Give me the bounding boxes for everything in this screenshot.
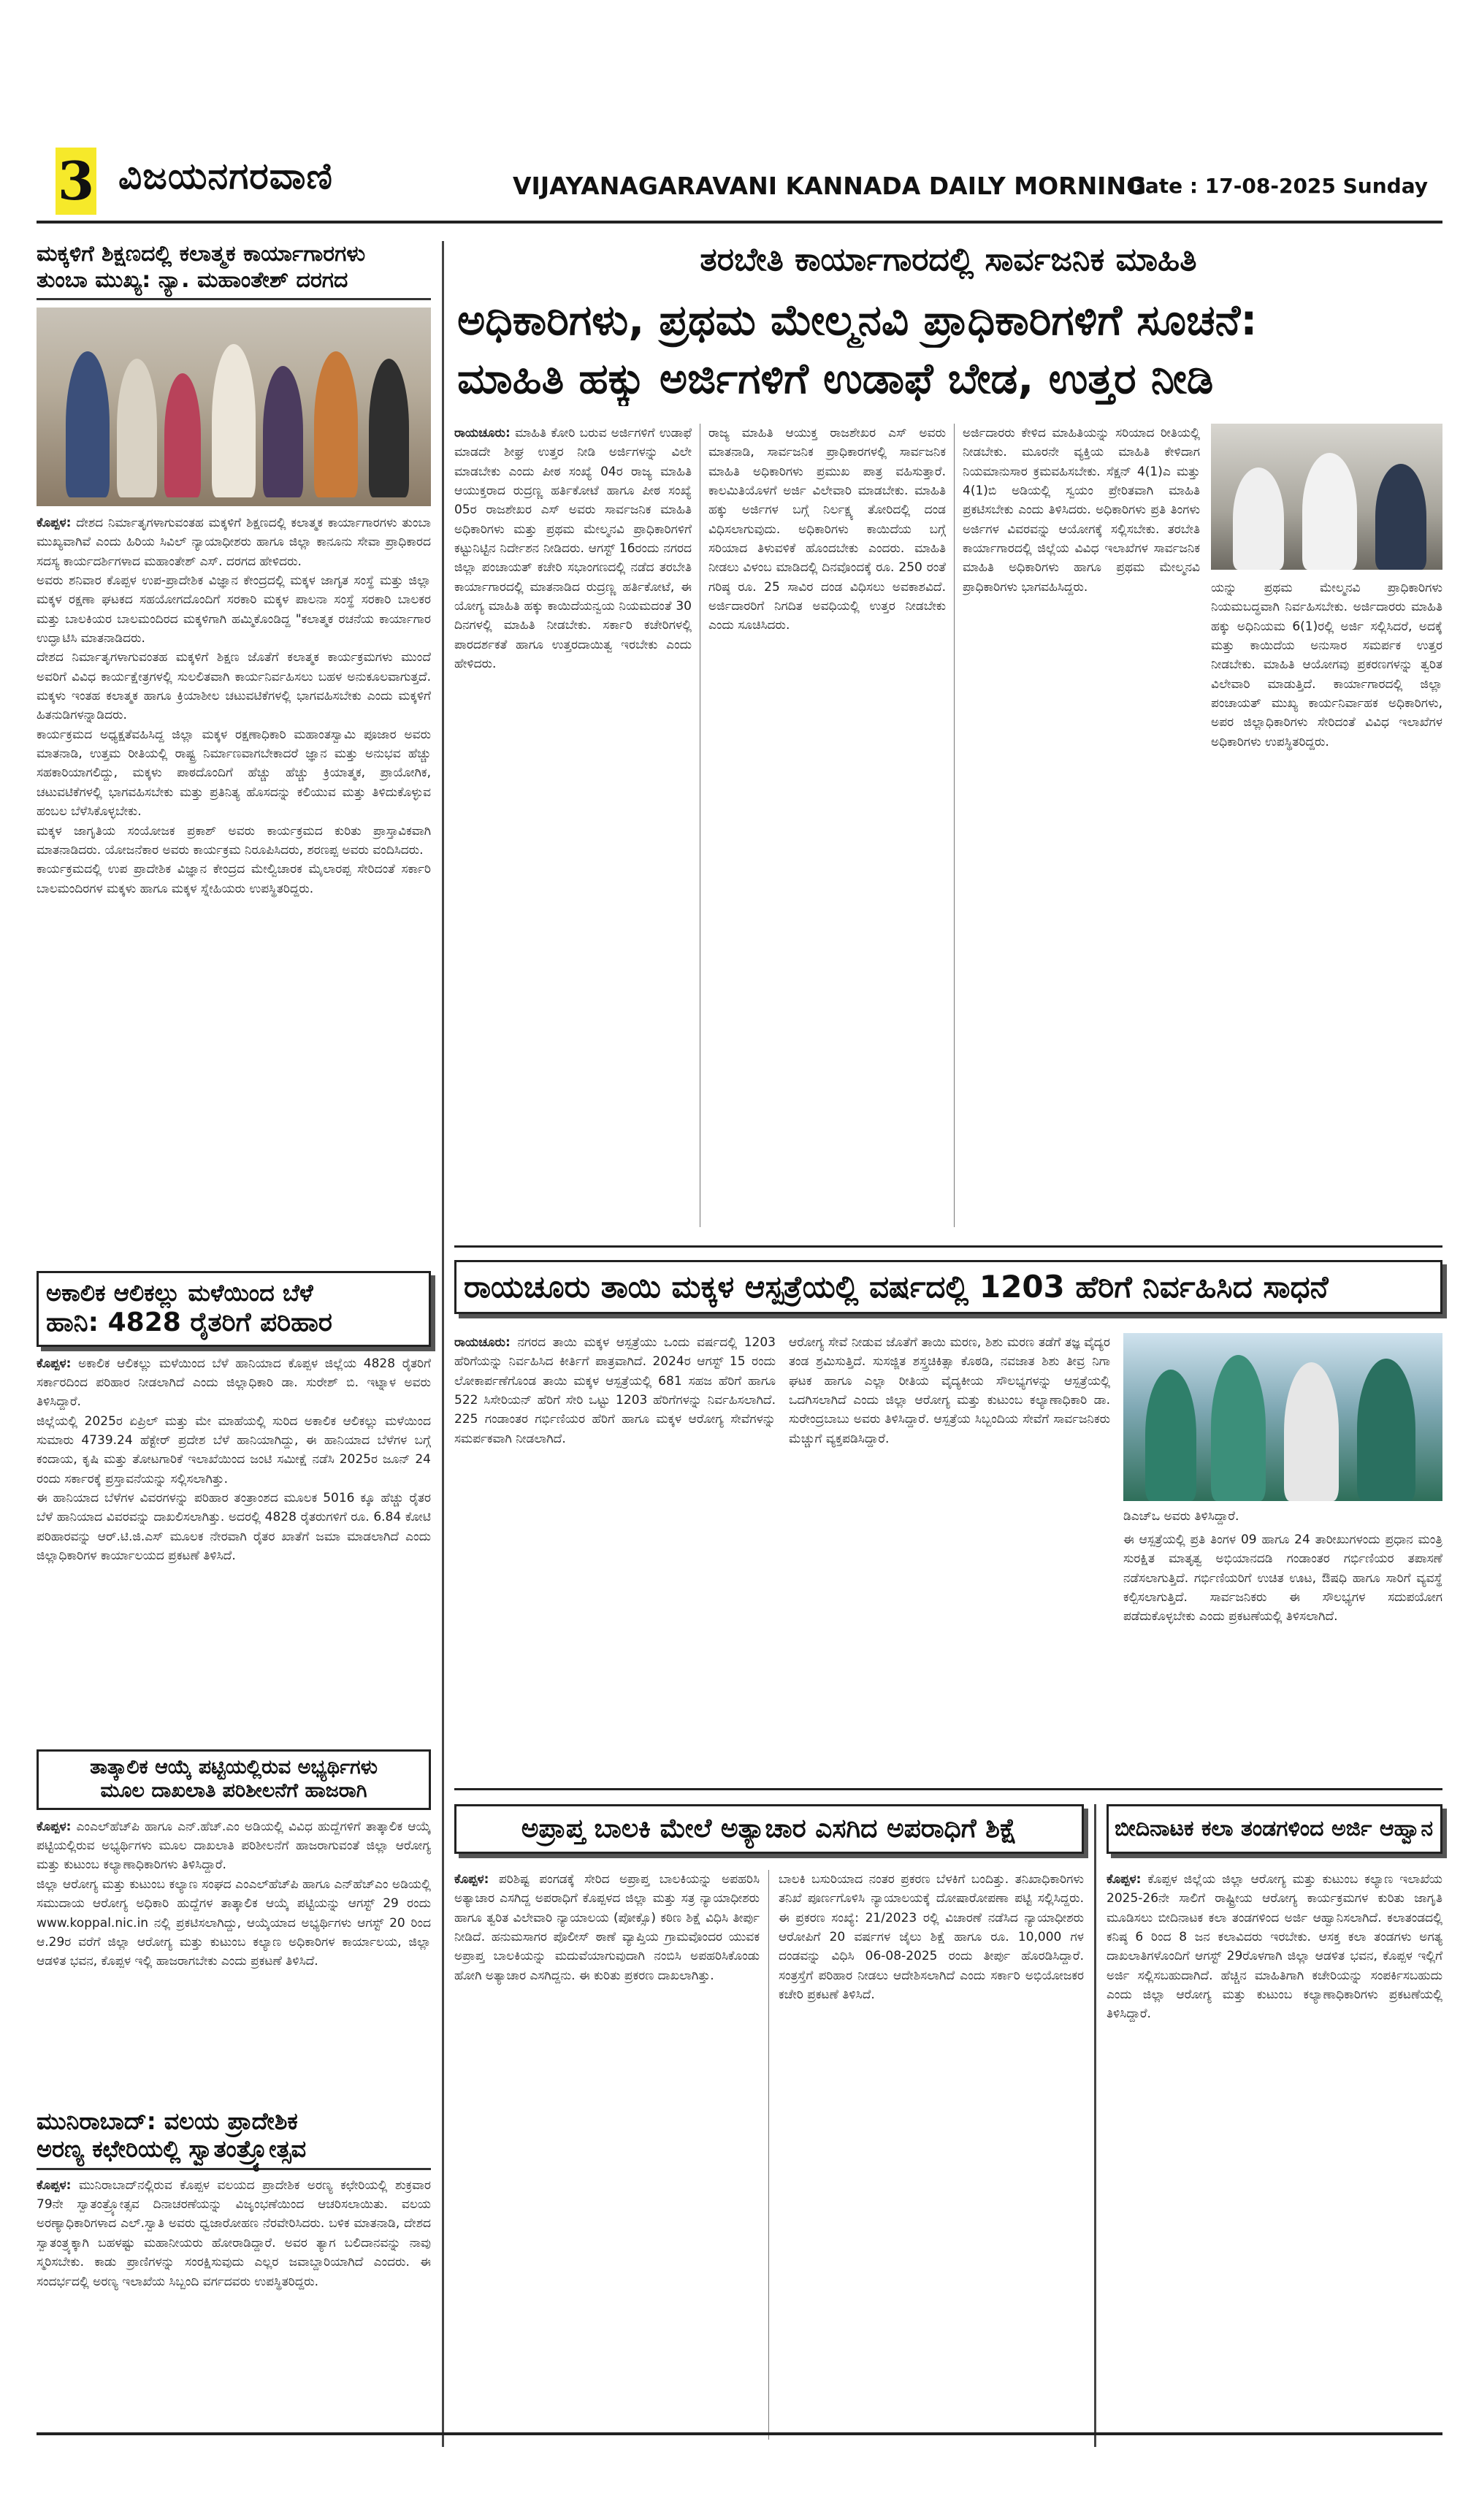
paragraph: ಮಕ್ಕಳ ಜಾಗೃತಿಯ ಸಂಯೋಜಕ ಪ್ರಕಾಶ್ ಅವರು ಕಾರ್ಯಕ್ರಮದ ಕುರಿತು ಪ್ರಾಸ್ತಾವಿಕವಾಗಿ ಮಾತನಾಡಿದರು. ಯೋಜನೆಕಾರ ಅವರು ಕಾರ್ಯಕ್ರಮ ನಿರೂಪಿಸಿದರು, ಶರಣಪ್ಪ ಅವರು ವಂದಿಸಿದರು. xyxy=(37,823,431,858)
dateline: ಕೊಪ್ಪಳ: xyxy=(37,1819,72,1834)
story-court-verdict xyxy=(454,1804,1084,2447)
paragraph: ಎಂಎಲ್‌ಹೆಚ್‌ಪಿ ಹಾಗೂ ಎನ್.ಹೆಚ್.ಎಂ ಅಡಿಯಲ್ಲಿ ವಿವಿಧ ಹುದ್ದೆಗಳಿಗೆ ತಾತ್ಕಾಲಿಕ ಆಯ್ಕೆ ಪಟ್ಟಿಯಲ್ಲಿರುವ ಅಭ್ಯರ್ಥಿಗಳು ಮೂಲ ದಾಖಲಾತಿ ಪರಿಶೀಲನೆಗೆ ಹಾಜರಾಗುವಂತೆ ಜಿಲ್ಲಾ ಆರೋಗ್ಯ ಮತ್ತು ಕುಟುಂಬ ಕಲ್ಯಾಣಾಧಿಕಾರಿಗಳು ತಿಳಿಸಿದ್ದಾರೆ. xyxy=(37,1819,431,1873)
story-hospital-deliveries xyxy=(454,1260,1442,1786)
paragraph: ಜಿಲ್ಲೆಯಲ್ಲಿ 2025ರ ಏಪ್ರಿಲ್ ಮತ್ತು ಮೇ ಮಾಹೆಯಲ್ಲಿ ಸುರಿದ ಅಕಾಲಿಕ ಆಲಿಕಲ್ಲು ಮಳೆಯಿಂದ ಸುಮಾರು 4739.24 ಹೆಕ್ಟೇರ್ ಪ್ರದೇಶ ಬೆಳೆ ಹಾನಿಯಾಗಿದ್ದು, ಈ ಹಾನಿಯಾದ ಬೆಳೆಗಳ ಬಗ್ಗೆ ಕಂದಾಯ, ಕೃಷಿ ಮತ್ತು ತೋಟಗಾರಿಕೆ ಇಲಾಖೆಯಿಂದ ಜಂಟಿ ಸಮೀಕ್ಷೆ ನಡೆಸಿ 2025ರ ಜೂನ್ 24 ರಂದು ಸರ್ಕಾರಕ್ಕೆ ಪ್ರಸ್ತಾವನೆಯನ್ನು ಸಲ್ಲಿಸಲಾಗಿತ್ತು. xyxy=(37,1413,431,1486)
headline: ಹಾನಿ: 4828 ರೈತರಿಗೆ ಪರಿಹಾರ xyxy=(46,1307,332,1338)
headline-box xyxy=(1107,1804,1442,1854)
column-rule xyxy=(1094,1804,1096,2447)
paragraph: ಈ ಹಾನಿಯಾದ ಬೆಳೆಗಳ ವಿವರಗಳನ್ನು ಪರಿಹಾರ ತಂತ್ರಾಂಶದ ಮೂಲಕ 5016 ಕ್ಕೂ ಹೆಚ್ಚು ರೈತರ ಬೆಳೆ ಹಾನಿಯಾದ ವಿವರವನ್ನು ದಾಖಲಿಸಲಾಗಿತ್ತು. ಅದರಲ್ಲಿ 4828 ರೈತರುಗಳಿಗೆ ರೂ. 6.84 ಕೋಟಿ ಪರಿಹಾರವನ್ನು ಆರ್.ಟಿ.ಜಿ.ಎಸ್ ಮೂಲಕ ನೇರವಾಗಿ ರೈತರ ಖಾತೆಗೆ ಜಮಾ ಮಾಡಲಾಗಿದೆ ಎಂದು ಜಿಲ್ಲಾಧಿಕಾರಿಗಳ ಕಾರ್ಯಾಲಯದ ಪ್ರಕಟಣೆ ತಿಳಿಸಿದೆ. xyxy=(37,1490,431,1564)
story-body xyxy=(37,1817,431,1971)
story-forest-office xyxy=(37,2107,431,2291)
bottom-rule xyxy=(37,2432,1442,2435)
paragraph: ಅವರು ಶನಿವಾರ ಕೊಪ್ಪಳ ಉಪ-ಪ್ರಾದೇಶಿಕ ವಿಜ್ಞಾನ ಕೇಂದ್ರದಲ್ಲಿ ಮಕ್ಕಳ ಜಾಗೃತ ಸಂಸ್ಥೆ ಮತ್ತು ಜಿಲ್ಲಾ ಮಕ್ಕಳ ರಕ್ಷಣಾ ಘಟಕದ ಸಹಯೋಗದೊಂದಿಗೆ ಸರಕಾರಿ ಮಕ್ಕಳ ಪಾಲನಾ ಸಂಸ್ಥೆ ಸರಕಾರಿ ಬಾಲಕರ ಮತ್ತು ಬಾಲಕಿಯರ ಬಾಲಮಂದಿರದ ಮಕ್ಕಳಿಗಾಗಿ ಹಮ್ಮಿಕೊಂಡಿದ್ದ "ಕಲಾತ್ಮಕ ರಚನೆಯ ಕಾರ್ಯಾಗಾರ ಉದ್ಘಾಟಿಸಿ ಮಾತನಾಡಿದರು. xyxy=(37,573,431,646)
headline-box xyxy=(454,1260,1442,1314)
paragraph: ಕೊಪ್ಪಳ ಜಿಲ್ಲೆಯ ಜಿಲ್ಲಾ ಆರೋಗ್ಯ ಮತ್ತು ಕುಟುಂಬ ಕಲ್ಯಾಣ ಇಲಾಖೆಯ 2025-26ನೇ ಸಾಲಿಗೆ ರಾಷ್ಟ್ರೀಯ ಆರೋಗ್ಯ ಕಾರ್ಯಕ್ರಮಗಳ ಕುರಿತು ಜಾಗೃತಿ ಮೂಡಿಸಲು ಬೀದಿನಾಟಕ ಕಲಾ ತಂಡಗಳಿಂದ ಅರ್ಜಿ ಆಹ್ವಾನಿಸಲಾಗಿದೆ. ಕಲಾತಂಡದಲ್ಲಿ ಕನಿಷ್ಠ 6 ರಿಂದ 8 ಜನ ಕಲಾವಿದರು ಇರಬೇಕು. ಆಸಕ್ತ ಕಲಾ ತಂಡಗಳು ಅಗತ್ಯ ದಾಖಲಾತಿಗಳೊಂದಿಗೆ ಆಗಸ್ಟ್ 29ರೊಳಗಾಗಿ ಜಿಲ್ಲಾ ಆಡಳಿತ ಭವನ, ಕೊಪ್ಪಳ ಇಲ್ಲಿಗೆ ಅರ್ಜಿ ಸಲ್ಲಿಸಬಹುದಾಗಿದೆ. ಹೆಚ್ಚಿನ ಮಾಹಿತಿಗಾಗಿ ಕಚೇರಿಯನ್ನು ಸಂಪರ್ಕಿಸಬಹುದು ಎಂದು ಜಿಲ್ಲಾ ಆರೋಗ್ಯ ಮತ್ತು ಕುಟುಂಬ ಕಲ್ಯಾಣಾಧಿಕಾರಿಗಳು ಪ್ರಕಟಣೆಯಲ್ಲಿ ತಿಳಿಸಿದ್ದಾರೆ. xyxy=(1107,1872,1442,2022)
paragraph: ಆರೋಗ್ಯ ಸೇವೆ ನೀಡುವ ಜೊತೆಗೆ ತಾಯಿ ಮರಣ, ಶಿಶು ಮರಣ ತಡೆಗೆ ತಜ್ಞ ವೈದ್ಯರ ತಂಡ ಶ್ರಮಿಸುತ್ತಿದೆ. ಸುಸಜ್ಜಿತ ಶಸ್ತ್ರಚಿಕಿತ್ಸಾ ಕೊಠಡಿ, ನವಜಾತ ಶಿಶು ತೀವ್ರ ನಿಗಾ ಘಟಕ ಹಾಗೂ ಎಲ್ಲಾ ರೀತಿಯ ವೈದ್ಯಕೀಯ ಸೌಲಭ್ಯಗಳನ್ನು ಆಸ್ಪತ್ರೆಯಲ್ಲಿ ಒದಗಿಸಲಾಗಿದೆ ಎಂದು ಜಿಲ್ಲಾ ಆರೋಗ್ಯ ಮತ್ತು ಕುಟುಂಬ ಕಲ್ಯಾಣಾಧಿಕಾರಿ ಡಾ. ಸುರೇಂದ್ರಬಾಬು ಅವರು ತಿಳಿಸಿದ್ದಾರೆ. ಆಸ್ಪತ್ರೆಯ ಸಿಬ್ಬಂದಿಯ ಸೇವೆಗೆ ಸಾರ್ವಜನಿಕರು ಮೆಚ್ಚುಗೆ ವ್ಯಕ್ತಪಡಿಸಿದ್ದಾರೆ. xyxy=(789,1335,1110,1446)
headline: ಅಕಾಲಿಕ ಆಲಿಕಲ್ಲು ಮಳೆಯಿಂದ ಬೆಳೆ xyxy=(46,1279,313,1307)
masthead-title-kannada: ವಿಜಯನಗರವಾಣಿ xyxy=(118,155,333,197)
headline: ರಾಯಚೂರು ತಾಯಿ ಮಕ್ಕಳ ಆಸ್ಪತ್ರೆಯಲ್ಲಿ ವರ್ಷದಲ್ಲಿ 1203 ಹೆರಿಗೆ ನಿರ್ವಹಿಸಿದ ಸಾಧನೆ xyxy=(464,1269,1329,1305)
headline-box xyxy=(37,1749,431,1810)
story-body-col2 xyxy=(708,424,946,1227)
paragraph: ಜಿಲ್ಲಾ ಆರೋಗ್ಯ ಮತ್ತು ಕುಟುಂಬ ಕಲ್ಯಾಣ ಸಂಘದ ಎಂಎಲ್‌ಹೆಚ್‌ಪಿ ಹಾಗೂ ಎನ್‌ಹೆಚ್‌ಎಂ ಅಡಿಯಲ್ಲಿ ಸಮುದಾಯ ಆರೋಗ್ಯ ಅಧಿಕಾರಿ ಹುದ್ದೆಗಳ ತಾತ್ಕಾಲಿಕ ಆಯ್ಕೆ ಪಟ್ಟಿಯನ್ನು ಆಗಸ್ಟ್ 29 ರಂದು www.koppal.nic.in ನಲ್ಲಿ ಪ್ರಕಟಿಸಲಾಗಿದ್ದು, ಆಯ್ಕೆಯಾದ ಅಭ್ಯರ್ಥಿಗಳು ಆಗಸ್ಟ್ 20 ರಿಂದ ಆ.29ರ ವರೆಗೆ ಜಿಲ್ಲಾ ಆರೋಗ್ಯ ಮತ್ತು ಕುಟುಂಬ ಕಲ್ಯಾಣ ಅಧಿಕಾರಿಗಳ ಕಾರ್ಯಾಲಯ, ಜಿಲ್ಲಾ ಆಡಳಿತ ಭವನ, ಕೊಪ್ಪಳ ಇಲ್ಲಿ ಹಾಜರಾಗಬೇಕು ಎಂದು ಪ್ರಕಟಣೆ ತಿಳಿಸಿದೆ. xyxy=(37,1876,431,1969)
story-body-col3 xyxy=(963,424,1200,1227)
paragraph: ಪರಿಶಿಷ್ಟ ಪಂಗಡಕ್ಕೆ ಸೇರಿದ ಅಪ್ರಾಪ್ತ ಬಾಲಕಿಯನ್ನು ಅಪಹರಿಸಿ ಅತ್ಯಾಚಾರ ಎಸಗಿದ್ದ ಅಪರಾಧಿಗೆ ಕೊಪ್ಪಳದ ಜಿಲ್ಲಾ ಮತ್ತು ಸತ್ರ ನ್ಯಾಯಾಧೀಶರು ಹಾಗೂ ತ್ವರಿತ ವಿಲೇವಾರಿ ನ್ಯಾಯಾಲಯ (ಪೋಕ್ಸೊ) ಕಠಿಣ ಶಿಕ್ಷೆ ವಿಧಿಸಿ ತೀರ್ಪು ನೀಡಿದೆ. ಹನುಮಸಾಗರ ಪೊಲೀಸ್ ಠಾಣೆ ವ್ಯಾಪ್ತಿಯ ಗ್ರಾಮವೊಂದರ ಯುವಕ ಅಪ್ರಾಪ್ತ ಬಾಲಕಿಯನ್ನು ಮದುವೆಯಾಗುವುದಾಗಿ ನಂಬಿಸಿ ಅಪಹರಿಸಿಕೊಂಡು ಹೋಗಿ ಅತ್ಯಾಚಾರ ಎಸಗಿದ್ದನು. ಈ ಕುರಿತು ಪ್ರಕರಣ ದಾಖಲಾಗಿತ್ತು. xyxy=(454,1872,760,1983)
story-body-col1 xyxy=(454,424,692,1227)
paragraph: ಬಾಲಕಿ ಬಸುರಿಯಾದ ನಂತರ ಪ್ರಕರಣ ಬೆಳಕಿಗೆ ಬಂದಿತ್ತು. ತನಿಖಾಧಿಕಾರಿಗಳು ತನಿಖೆ ಪೂರ್ಣಗೊಳಿಸಿ ನ್ಯಾಯಾಲಯಕ್ಕೆ ದೋಷಾರೋಪಣಾ ಪಟ್ಟಿ ಸಲ್ಲಿಸಿದ್ದರು. ಈ ಪ್ರಕರಣ ಸಂಖ್ಯೆ: 21/2023 ರಲ್ಲಿ ವಿಚಾರಣೆ ನಡೆಸಿದ ನ್ಯಾಯಾಧೀಶರು ಆರೋಪಿಗೆ 20 ವರ್ಷಗಳ ಜೈಲು ಶಿಕ್ಷೆ ಹಾಗೂ ರೂ. 10,000 ಗಳ ದಂಡವನ್ನು ವಿಧಿಸಿ 06-08-2025 ರಂದು ತೀರ್ಪು ಹೊರಡಿಸಿದ್ದಾರೆ. ಸಂತ್ರಸ್ತೆಗೆ ಪರಿಹಾರ ನೀಡಲು ಆದೇಶಿಸಲಾಗಿದೆ ಎಂದು ಸರ್ಕಾರಿ ಅಭಿಯೋಜಕರ ಕಚೇರಿ ಪ್ರಕಟಣೆ ತಿಳಿಸಿದೆ. xyxy=(779,1872,1084,2003)
paragraph: ಮುನಿರಾಬಾದ್‌ನಲ್ಲಿರುವ ಕೊಪ್ಪಳ ವಲಯದ ಪ್ರಾದೇಶಿಕ ಅರಣ್ಯ ಕಛೇರಿಯಲ್ಲಿ ಶುಕ್ರವಾರ 79ನೇ ಸ್ವಾತಂತ್ರ್ಯೋತ್ಸವ ದಿನಾಚರಣೆಯನ್ನು ವಿಜೃಂಭಣೆಯಿಂದ ಆಚರಿಸಲಾಯಿತು. ವಲಯ ಅರಣ್ಯಾಧಿಕಾರಿಗಳಾದ ಎಲ್.ಸ್ವಾತಿ ಅವರು ಧ್ವಜಾರೋಹಣ ನೆರವೇರಿಸಿದರು. ಬಳಿಕ ಮಾತನಾಡಿ, ದೇಶದ ಸ್ವಾತಂತ್ರ್ಯಕ್ಕಾಗಿ ಬಹಳಷ್ಟು ಮಹಾನೀಯರು ಹೋರಾಡಿದ್ದಾರೆ. ಅವರ ತ್ಯಾಗ ಬಲಿದಾನವನ್ನು ನಾವು ಸ್ಮರಿಸಬೇಕು. ಕಾಡು ಪ್ರಾಣಿಗಳನ್ನು ಸಂರಕ್ಷಿಸುವುದು ಎಲ್ಲರ ಜವಾಬ್ದಾರಿಯಾಗಿದೆ ಎಂದರು. ಈ ಸಂದರ್ಭದಲ್ಲಿ ಅರಣ್ಯ ಇಲಾಖೆಯ ಸಿಬ್ಬಂದಿ ವರ್ಗದವರು ಉಪಸ್ಥಿತರಿದ್ದರು. xyxy=(37,2177,432,2289)
photo-officials xyxy=(1211,424,1442,570)
headline-box xyxy=(37,1271,431,1347)
headline: ಮಕ್ಕಳಿಗೆ ಶಿಕ್ಷಣದಲ್ಲಿ ಕಲಾತ್ಮಕ ಕಾರ್ಯಾಗಾರಗಳು xyxy=(37,241,366,267)
headline: ಮುನಿರಾಬಾದ್: ವಲಯ ಪ್ರಾದೇಶಿಕ xyxy=(37,2107,298,2135)
photo-workshop xyxy=(37,308,431,506)
story-body-col1 xyxy=(454,1333,776,1771)
story-body xyxy=(37,1354,431,1566)
story-rti-training xyxy=(454,241,1442,1245)
right-column xyxy=(454,241,1442,2447)
headline-main: ಮಾಹಿತಿ ಹಕ್ಕು ಅರ್ಜಿಗಳಿಗೆ ಉಡಾಫೆ ಬೇಡ, ಉತ್ತರ ನೀಡಿ xyxy=(457,354,1214,403)
dateline: ಕೊಪ್ಪಳ: xyxy=(1107,1872,1142,1887)
dateline: ರಾಯಚೂರು: xyxy=(454,1335,511,1350)
headline: ಬೀದಿನಾಟಕ ಕಲಾ ತಂಡಗಳಿಂದ ಅರ್ಜಿ ಆಹ್ವಾನ xyxy=(1115,1816,1434,1841)
headline: ತುಂಬಾ ಮುಖ್ಯ: ನ್ಯಾ. ಮಹಾಂತೇಶ್ ದರಗದ xyxy=(37,267,348,293)
divider xyxy=(454,1245,1442,1248)
story-body-col4 xyxy=(1211,579,1442,1227)
story-body-col2 xyxy=(789,1333,1110,1771)
dateline: ಕೊಪ್ಪಳ: xyxy=(37,2177,72,2193)
newspaper-page xyxy=(37,139,1442,2447)
kicker: ತರಬೇತಿ ಕಾರ್ಯಾಗಾರದಲ್ಲಿ ಸಾರ್ವಜನಿಕ ಮಾಹಿತಿ xyxy=(700,241,1197,278)
masthead xyxy=(37,139,1442,224)
story-body-col1 xyxy=(454,1870,760,2440)
page-number: 3 xyxy=(56,148,96,215)
photo-surgery xyxy=(1123,1333,1442,1501)
story-body xyxy=(1107,1870,1442,2440)
masthead-title-english: VIJAYANAGARAVANI KANNADA DAILY MORNING xyxy=(513,172,1147,200)
story-body-col2 xyxy=(779,1870,1084,2440)
paragraph: ದೇಶದ ನಿರ್ಮಾತೃಗಳಾಗುವಂತಹ ಮಕ್ಕಳಿಗೆ ಶಿಕ್ಷಣದಲ್ಲಿ ಕಲಾತ್ಮಕ ಕಾರ್ಯಾಗಾರಗಳು ತುಂಬಾ ಮುಖ್ಯವಾಗಿವೆ ಎಂದು ಹಿರಿಯ ಸಿವಿಲ್ ನ್ಯಾಯಾಧೀಶರು ಹಾಗೂ ಜಿಲ್ಲಾ ಕಾನೂನು ಸೇವಾ ಪ್ರಾಧಿಕಾರದ ಸದಸ್ಯ ಕಾರ್ಯದರ್ಶಿಗಳಾದ ಮಹಾಂತೇಶ್ ಎಸ್. ದರಗದ ಹೇಳಿದರು. xyxy=(37,516,431,569)
paragraph: ಕಾರ್ಯಕ್ರಮದ ಅಧ್ಯಕ್ಷತೆವಹಿಸಿದ್ದ ಜಿಲ್ಲಾ ಮಕ್ಕಳ ರಕ್ಷಣಾಧಿಕಾರಿ ಮಹಾಂತಸ್ವಾಮಿ ಪೂಜಾರ ಅವರು ಮಾತನಾಡಿ, ಉತ್ತಮ ರೀತಿಯಲ್ಲಿ ರಾಷ್ಟ್ರ ನಿರ್ಮಾಣವಾಗಬೇಕಾದರೆ ಜ್ಞಾನ ಮತ್ತು ಅನುಭವ ಹೆಚ್ಚು ಸಹಕಾರಿಯಾಗಲಿದ್ದು, ಮಕ್ಕಳು ಪಾಠದೊಂದಿಗೆ ಹೆಚ್ಚು ಹೆಚ್ಚು ಕ್ರಿಯಾತ್ಮಕ, ಪ್ರಾಯೋಗಿಕ, ಚಟುವಟಿಕೆಗಳಲ್ಲಿ ಭಾಗವಹಿಸಬೇಕು ಮತ್ತು ಪ್ರತಿನಿತ್ಯ ಹೊಸದನ್ನು ಕಲಿಯುವ ಮತ್ತು ತಿಳಿದುಕೊಳ್ಳುವ ಹಂಬಲ ಬೆಳೆಸಿಕೊಳ್ಳಬೇಕು. xyxy=(37,727,431,820)
divider xyxy=(454,1788,1442,1790)
dateline: ಕೊಪ್ಪಳ: xyxy=(454,1872,489,1887)
headline-box xyxy=(454,1804,1084,1854)
photo-caption: ಡಿಎಚ್‌ಒ ಅವರು ತಿಳಿಸಿದ್ದಾರೆ. xyxy=(1123,1509,1239,1524)
paragraph: ಅಕಾಲಿಕ ಆಲಿಕಲ್ಲು ಮಳೆಯಿಂದ ಬೆಳೆ ಹಾನಿಯಾದ ಕೊಪ್ಪಳ ಜಿಲ್ಲೆಯ 4828 ರೈತರಿಗೆ ಸರ್ಕಾರದಿಂದ ಪರಿಹಾರ ನೀಡಲಾಗಿದೆ ಎಂದು ಜಿಲ್ಲಾಧಿಕಾರಿ ಡಾ. ಸುರೇಶ್ ಬಿ. ಇಟ್ನಾಳ ಅವರು ತಿಳಿಸಿದ್ದಾರೆ. xyxy=(37,1356,432,1410)
divider xyxy=(37,298,431,300)
story-document-verification xyxy=(37,1749,431,1971)
dateline: ರಾಯಚೂರು: xyxy=(454,426,511,440)
paragraph: ಕಾರ್ಯಕ್ರಮದಲ್ಲಿ ಉಪ ಪ್ರಾದೇಶಿಕ ವಿಜ್ಞಾನ ಕೇಂದ್ರದ ಮೇಲ್ವಿಚಾರಕ ಮೈಲಾರಪ್ಪ ಸೇರಿದಂತೆ ಸರ್ಕಾರಿ ಬಾಲಮಂದಿರಗಳ ಮಕ್ಕಳು ಹಾಗೂ ಮಕ್ಕಳ ಸ್ನೇಹಿಯರು ಉಪಸ್ಥಿತರಿದ್ದರು. xyxy=(37,862,431,896)
headline-main: ಅಧಿಕಾರಿಗಳು, ಪ್ರಥಮ ಮೇಲ್ಮನವಿ ಪ್ರಾಧಿಕಾರಿಗಳಿಗೆ ಸೂಚನೆ: xyxy=(457,295,1258,345)
dateline: ಕೊಪ್ಪಳ: xyxy=(37,516,72,530)
story-body xyxy=(37,2176,431,2291)
headline: ಅರಣ್ಯ ಕಛೇರಿಯಲ್ಲಿ ಸ್ವಾತಂತ್ರ್ಯೋತ್ಸವ xyxy=(37,2135,307,2164)
paragraph: ರಾಜ್ಯ ಮಾಹಿತಿ ಆಯುಕ್ತ ರಾಜಶೇಖರ ಎಸ್ ಅವರು ಮಾತನಾಡಿ, ಸಾರ್ವಜನಿಕ ಪ್ರಾಧಿಕಾರಗಳಲ್ಲಿ ಸಾರ್ವಜನಿಕ ಮಾಹಿತಿ ಅಧಿಕಾರಿಗಳು ಪ್ರಮುಖ ಪಾತ್ರ ವಹಿಸುತ್ತಾರೆ. ಕಾಲಮಿತಿಯೊಳಗೆ ಅರ್ಜಿ ವಿಲೇವಾರಿ ಮಾಡಬೇಕು. ಮಾಹಿತಿ ಹಕ್ಕು ಅರ್ಜಿಗಳ ಬಗ್ಗೆ ನಿರ್ಲಕ್ಷ್ಯ ತೋರಿದಲ್ಲಿ ದಂಡ ವಿಧಿಸಲಾಗುವುದು. ಅಧಿಕಾರಿಗಳು ಕಾಯಿದೆಯ ಬಗ್ಗೆ ಸರಿಯಾದ ತಿಳುವಳಿಕೆ ಹೊಂದಬೇಕು ಎಂದರು. ಮಾಹಿತಿ ನೀಡಲು ವಿಳಂಬ ಮಾಡಿದಲ್ಲಿ ದಿನವೊಂದಕ್ಕೆ ರೂ. 250 ರಂತೆ ಗರಿಷ್ಠ ರೂ. 25 ಸಾವಿರ ದಂಡ ವಿಧಿಸಲು ಅವಕಾಶವಿದೆ. ಅರ್ಜಿದಾರರಿಗೆ ನಿಗದಿತ ಅವಧಿಯಲ್ಲಿ ಉತ್ತರ ನೀಡಬೇಕು ಎಂದು ಸೂಚಿಸಿದರು. xyxy=(708,426,946,633)
paragraph: ನಗರದ ತಾಯಿ ಮಕ್ಕಳ ಆಸ್ಪತ್ರೆಯು ಒಂದು ವರ್ಷದಲ್ಲಿ 1203 ಹೆರಿಗೆಯನ್ನು ನಿರ್ವಹಿಸಿದ ಕೀರ್ತಿಗೆ ಪಾತ್ರವಾಗಿದೆ. 2024ರ ಆಗಸ್ಟ್ 15 ರಂದು ಲೋಕಾರ್ಪಣೆಗೊಂಡ ತಾಯಿ ಮಕ್ಕಳ ಆಸ್ಪತ್ರೆಯಲ್ಲಿ 681 ಸಹಜ ಹೆರಿಗೆ ಹಾಗೂ 522 ಸಿಸೇರಿಯನ್ ಹೆರಿಗೆ ಸೇರಿ ಒಟ್ಟು 1203 ಹೆರಿಗೆಗಳನ್ನು ನಿರ್ವಹಿಸಲಾಗಿದೆ. 225 ಗಂಡಾಂತರ ಗರ್ಭಿಣಿಯರ ಹೆರಿಗೆ ಹಾಗೂ ಮಕ್ಕಳ ಆರೋಗ್ಯ ಸೇವೆಗಳನ್ನು ಸಮರ್ಪಕವಾಗಿ ನೀಡಲಾಗಿದೆ. xyxy=(454,1335,776,1446)
column-rule xyxy=(954,424,955,1227)
left-column xyxy=(37,241,431,2447)
paragraph: ಅರ್ಜಿದಾರರು ಕೇಳಿದ ಮಾಹಿತಿಯನ್ನು ಸರಿಯಾದ ರೀತಿಯಲ್ಲಿ ನೀಡಬೇಕು. ಮೂರನೇ ವ್ಯಕ್ತಿಯ ಮಾಹಿತಿ ಕೇಳಿದಾಗ ನಿಯಮಾನುಸಾರ ಕ್ರಮವಹಿಸಬೇಕು. ಸೆಕ್ಷನ್ 4(1)ಎ ಮತ್ತು 4(1)ಬಿ ಅಡಿಯಲ್ಲಿ ಸ್ವಯಂ ಪ್ರೇರಿತವಾಗಿ ಮಾಹಿತಿ ಪ್ರಕಟಿಸಬೇಕು ಎಂದು ತಿಳಿಸಿದರು. ಅಧಿಕಾರಿಗಳು ಪ್ರತಿ ತಿಂಗಳು ಅರ್ಜಿಗಳ ವಿವರವನ್ನು ಆಯೋಗಕ್ಕೆ ಸಲ್ಲಿಸಬೇಕು. ತರಬೇತಿ ಕಾರ್ಯಾಗಾರದಲ್ಲಿ ಜಿಲ್ಲೆಯ ವಿವಿಧ ಇಲಾಖೆಗಳ ಸಾರ್ವಜನಿಕ ಮಾಹಿತಿ ಅಧಿಕಾರಿಗಳು ಹಾಗೂ ಪ್ರಥಮ ಮೇಲ್ಮನವಿ ಪ್ರಾಧಿಕಾರಿಗಳು ಭಾಗವಹಿಸಿದ್ದರು. xyxy=(963,426,1200,595)
divider xyxy=(37,2168,431,2170)
story-art-workshop xyxy=(37,241,431,898)
masthead-date: Date : 17-08-2025 Sunday xyxy=(1128,174,1428,198)
paragraph: ದೇಶದ ನಿರ್ಮಾತೃಗಳಾಗುವಂತಹ ಮಕ್ಕಳಿಗೆ ಶಿಕ್ಷಣ ಜೊತೆಗೆ ಕಲಾತ್ಮಕ ಕಾರ್ಯಕ್ರಮಗಳು ಮುಂದೆ ಅವರಿಗೆ ವಿವಿಧ ಕಾರ್ಯಕ್ಷೇತ್ರಗಳಲ್ಲಿ ಸುಲಲಿತವಾಗಿ ಕಾರ್ಯನಿರ್ವಹಿಸಲು ಬಹಳ ಅನುಕೂಲವಾಗುತ್ತದೆ. ಮಕ್ಕಳು ಇಂತಹ ಕಲಾತ್ಮಕ ಹಾಗೂ ಕ್ರಿಯಾಶೀಲ ಚಟುವಟಿಕೆಗಳಲ್ಲಿ ಭಾಗವಹಿಸಬೇಕು ಎಂದು ಮಕ್ಕಳಿಗೆ ಹಿತನುಡಿಗಳನ್ನಾಡಿದರು. xyxy=(37,650,431,723)
story-body-col3 xyxy=(1123,1530,1442,1771)
headline: ಮೂಲ ದಾಖಲಾತಿ ಪರಿಶೀಲನೆಗೆ ಹಾಜರಾಗಿ xyxy=(100,1779,367,1803)
headline: ತಾತ್ಕಾಲಿಕ ಆಯ್ಕೆ ಪಟ್ಟಿಯಲ್ಲಿರುವ ಅಭ್ಯರ್ಥಿಗಳು xyxy=(90,1756,378,1779)
column-rule xyxy=(768,1870,769,2440)
story-body xyxy=(37,513,431,898)
dateline: ಕೊಪ್ಪಳ: xyxy=(37,1356,72,1371)
paragraph: ಮಾಹಿತಿ ಕೋರಿ ಬರುವ ಅರ್ಜಿಗಳಿಗೆ ಉಡಾಫೆ ಮಾಡದೇ ಶೀಘ್ರ ಉತ್ತರ ನೀಡಿ ಅರ್ಜಿಗಳನ್ನು ವಿಲೇ ಮಾಡಬೇಕು ಎಂದು ಪೀಠ ಸಂಖ್ಯೆ 04ರ ರಾಜ್ಯ ಮಾಹಿತಿ ಆಯುಕ್ತರಾದ ರುದ್ರಣ್ಣ ಹರ್ತಿಕೋಟೆ ಹಾಗೂ ಪೀಠ ಸಂಖ್ಯೆ 05ರ ರಾಜಶೇಖರ ಎಸ್ ಅವರು ಸಾರ್ವಜನಿಕ ಮಾಹಿತಿ ಅಧಿಕಾರಿಗಳು ಮತ್ತು ಪ್ರಥಮ ಮೇಲ್ಮನವಿ ಪ್ರಾಧಿಕಾರಿಗಳಿಗೆ ಕಟ್ಟುನಿಟ್ಟಿನ ನಿರ್ದೇಶನ ನೀಡಿದರು. ಆಗಸ್ಟ್ 16ರಂದು ನಗರದ ಜಿಲ್ಲಾ ಪಂಚಾಯತ್ ಕಚೇರಿ ಸಭಾಂಗಣದಲ್ಲಿ ನಡೆದ ತರಬೇತಿ ಕಾರ್ಯಾಗಾರದಲ್ಲಿ ಮಾತನಾಡಿದ ರುದ್ರಣ್ಣ ಹರ್ತಿಕೋಟೆ, ಈ ಯೋಗ್ಯ ಮಾಹಿತಿ ಹಕ್ಕು ಕಾಯಿದೆಯನ್ವಯ ನಿಯಮದಂತೆ 30 ದಿನಗಳಲ್ಲಿ ಮಾಹಿತಿ ನೀಡಬೇಕು. ಸರ್ಕಾರಿ ಕಚೇರಿಗಳಲ್ಲಿ ಪಾರದರ್ಶಕತೆ ಹಾಗೂ ಉತ್ತರದಾಯಿತ್ವ ಇರಬೇಕು ಎಂದು ಹೇಳಿದರು. xyxy=(454,426,692,672)
paragraph: ಈ ಆಸ್ಪತ್ರೆಯಲ್ಲಿ ಪ್ರತಿ ತಿಂಗಳ 09 ಹಾಗೂ 24 ತಾರೀಖುಗಳಂದು ಪ್ರಧಾನ ಮಂತ್ರಿ ಸುರಕ್ಷಿತ ಮಾತೃತ್ವ ಅಭಿಯಾನದಡಿ ಗಂಡಾಂತರ ಗರ್ಭಿಣಿಯರ ತಪಾಸಣೆ ನಡೆಸಲಾಗುತ್ತಿದೆ. ಗರ್ಭಿಣಿಯರಿಗೆ ಉಚಿತ ಊಟ, ಔಷಧಿ ಹಾಗೂ ಸಾರಿಗೆ ವ್ಯವಸ್ಥೆ ಕಲ್ಪಿಸಲಾಗುತ್ತಿದೆ. ಸಾರ್ವಜನಿಕರು ಈ ಸೌಲಭ್ಯಗಳ ಸದುಪಯೋಗ ಪಡೆದುಕೊಳ್ಳಬೇಕು ಎಂದು ಪ್ರಕಟಣೆಯಲ್ಲಿ ತಿಳಿಸಲಾಗಿದೆ. xyxy=(1123,1532,1442,1624)
story-street-play xyxy=(1107,1804,1442,2447)
paragraph: ಯನ್ನು ಪ್ರಥಮ ಮೇಲ್ಮನವಿ ಪ್ರಾಧಿಕಾರಿಗಳು ನಿಯಮಬದ್ಧವಾಗಿ ನಿರ್ವಹಿಸಬೇಕು. ಅರ್ಜಿದಾರರು ಮಾಹಿತಿ ಹಕ್ಕು ಅಧಿನಿಯಮ 6(1)ರಲ್ಲಿ ಅರ್ಜಿ ಸಲ್ಲಿಸಿದರೆ, ಅದಕ್ಕೆ ಮತ್ತು ಕಾಯಿದೆಯ ಅನುಸಾರ ಸಮರ್ಪಕ ಉತ್ತರ ನೀಡಬೇಕು. ಮಾಹಿತಿ ಆಯೋಗವು ಪ್ರಕರಣಗಳನ್ನು ತ್ವರಿತ ವಿಲೇವಾರಿ ಮಾಡುತ್ತಿದೆ. ಕಾರ್ಯಾಗಾರದಲ್ಲಿ ಜಿಲ್ಲಾ ಪಂಚಾಯತ್ ಮುಖ್ಯ ಕಾರ್ಯನಿರ್ವಾಹಕ ಅಧಿಕಾರಿಗಳು, ಅಪರ ಜಿಲ್ಲಾಧಿಕಾರಿಗಳು ಸೇರಿದಂತೆ ವಿವಿಧ ಇಲಾಖೆಗಳ ಅಧಿಕಾರಿಗಳು ಉಪಸ್ಥಿತರಿದ್ದರು. xyxy=(1211,581,1442,749)
story-crop-compensation xyxy=(37,1271,431,1565)
column-rule xyxy=(442,241,444,2447)
headline: ಅಪ್ರಾಪ್ತ ಬಾಲಕಿ ಮೇಲೆ ಅತ್ಯಾಚಾರ ಎಸಗಿದ ಅಪರಾಧಿಗೆ ಶಿಕ್ಷೆ xyxy=(521,1814,1017,1844)
